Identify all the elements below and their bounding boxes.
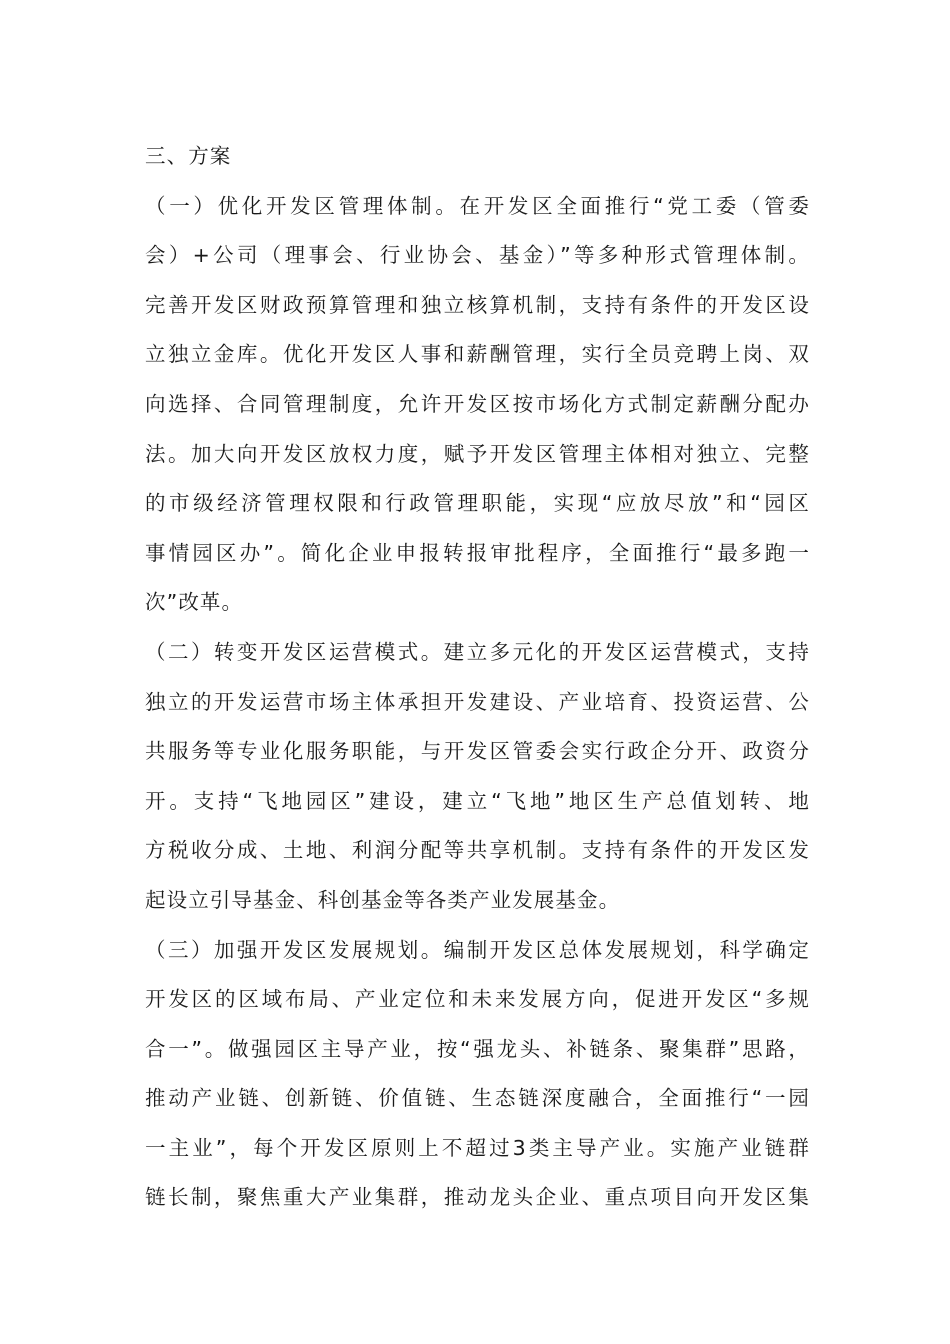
paragraph-line: （二）转变开发区运营模式。建立多元化的开发区运营模式，支持: [145, 639, 810, 664]
paragraph-line: 的市级经济管理权限和行政管理职能，实现“应放尽放”和“园区: [145, 491, 810, 516]
paragraph-line: （三）加强开发区发展规划。编制开发区总体发展规划，科学确定: [145, 937, 810, 962]
document-body: [145, 132, 810, 1223]
paragraph-line: 共服务等专业化服务职能，与开发区管委会实行政企分开、政资分: [145, 739, 810, 764]
paragraph-line: 会）+公司（理事会、行业协会、基金）”等多种形式管理体制。: [145, 243, 810, 268]
paragraph-line: 法。加大向开发区放权力度，赋予开发区管理主体相对独立、完整: [145, 441, 810, 466]
paragraph-line: 合一”。做强园区主导产业，按“强龙头、补链条、聚集群”思路，: [145, 1036, 810, 1061]
paragraph-line: 独立的开发运营市场主体承担开发建设、产业培育、投资运营、公: [145, 689, 810, 714]
paragraph-line: 开。支持“飞地园区”建设，建立“飞地”地区生产总值划转、地: [145, 788, 810, 813]
paragraph-line: 起设立引导基金、科创基金等各类产业发展基金。: [145, 887, 621, 912]
paragraph-line: 立独立金库。优化开发区人事和薪酬管理，实行全员竞聘上岗、双: [145, 342, 810, 367]
paragraph-line: （一）优化开发区管理体制。在开发区全面推行“党工委（管委: [145, 193, 810, 218]
paragraph-line: 开发区的区域布局、产业定位和未来发展方向，促进开发区“多规: [145, 987, 810, 1012]
paragraph-line: 方税收分成、土地、利润分配等共享机制。支持有条件的开发区发: [145, 838, 810, 863]
paragraph-line: 次”改革。: [145, 590, 244, 615]
section-heading: 三、方案: [145, 144, 232, 168]
paragraph-line: 事情园区办”。简化企业申报转报审批程序，全面推行“最多跑一: [145, 540, 810, 565]
paragraph-line: 向选择、合同管理制度，允许开发区按市场化方式制定薪酬分配办: [145, 391, 810, 416]
paragraph-line: 推动产业链、创新链、价值链、生态链深度融合，全面推行“一园: [145, 1086, 810, 1111]
paragraph-line: 链长制，聚焦重大产业集群，推动龙头企业、重点项目向开发区集: [145, 1185, 810, 1210]
paragraph-line: 一主业”，每个开发区原则上不超过3类主导产业。实施产业链群: [145, 1135, 810, 1160]
paragraph-line: 完善开发区财政预算管理和独立核算机制，支持有条件的开发区设: [145, 292, 810, 317]
